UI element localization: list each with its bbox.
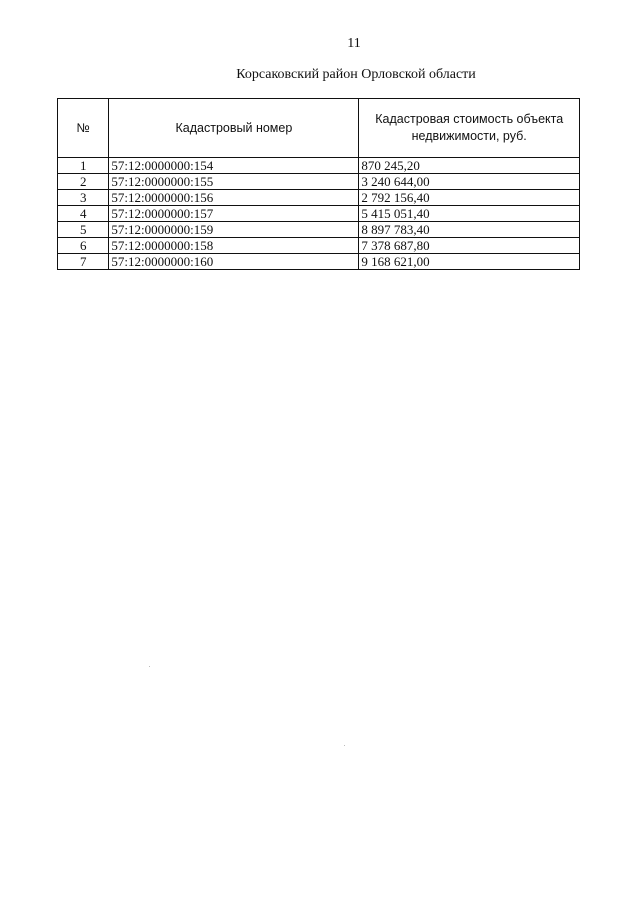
- table-row: [58, 158, 580, 174]
- row-number: 2: [58, 174, 109, 190]
- row-cadastral-value: 9 168 621,00: [359, 254, 580, 270]
- row-cadastral-number: 57:12:0000000:155: [109, 174, 359, 190]
- row-cadastral-number: 57:12:0000000:158: [109, 238, 359, 254]
- table-row: [58, 238, 580, 254]
- table-row: [58, 174, 580, 190]
- row-cadastral-value: 7 378 687,80: [359, 238, 580, 254]
- row-number: 7: [58, 254, 109, 270]
- header-number: №: [58, 99, 109, 158]
- row-cadastral-value: 870 245,20: [359, 158, 580, 174]
- table-header-row: [58, 99, 580, 158]
- row-cadastral-number: 57:12:0000000:157: [109, 206, 359, 222]
- scan-speck: [344, 745, 345, 746]
- scan-speck: [149, 666, 150, 667]
- row-number: 6: [58, 238, 109, 254]
- row-cadastral-value: 2 792 156,40: [359, 190, 580, 206]
- row-number: 5: [58, 222, 109, 238]
- row-cadastral-value: 8 897 783,40: [359, 222, 580, 238]
- row-number: 1: [58, 158, 109, 174]
- document-title: Корсаковский район Орловской области: [236, 67, 476, 82]
- row-cadastral-value: 5 415 051,40: [359, 206, 580, 222]
- row-cadastral-number: 57:12:0000000:156: [109, 190, 359, 206]
- row-cadastral-value: 3 240 644,00: [359, 174, 580, 190]
- page-number: 11: [347, 36, 361, 51]
- row-number: 3: [58, 190, 109, 206]
- row-cadastral-number: 57:12:0000000:154: [109, 158, 359, 174]
- table-row: [58, 222, 580, 238]
- header-cadastral-number: Кадастровый номер: [109, 99, 359, 158]
- table-row: [58, 206, 580, 222]
- cadastral-value-table: [57, 98, 580, 270]
- table-row: [58, 254, 580, 270]
- row-cadastral-number: 57:12:0000000:160: [109, 254, 359, 270]
- table-row: [58, 190, 580, 206]
- header-cadastral-value: Кадастровая стоимость объекта недвижимости, руб.: [359, 99, 580, 158]
- row-number: 4: [58, 206, 109, 222]
- row-cadastral-number: 57:12:0000000:159: [109, 222, 359, 238]
